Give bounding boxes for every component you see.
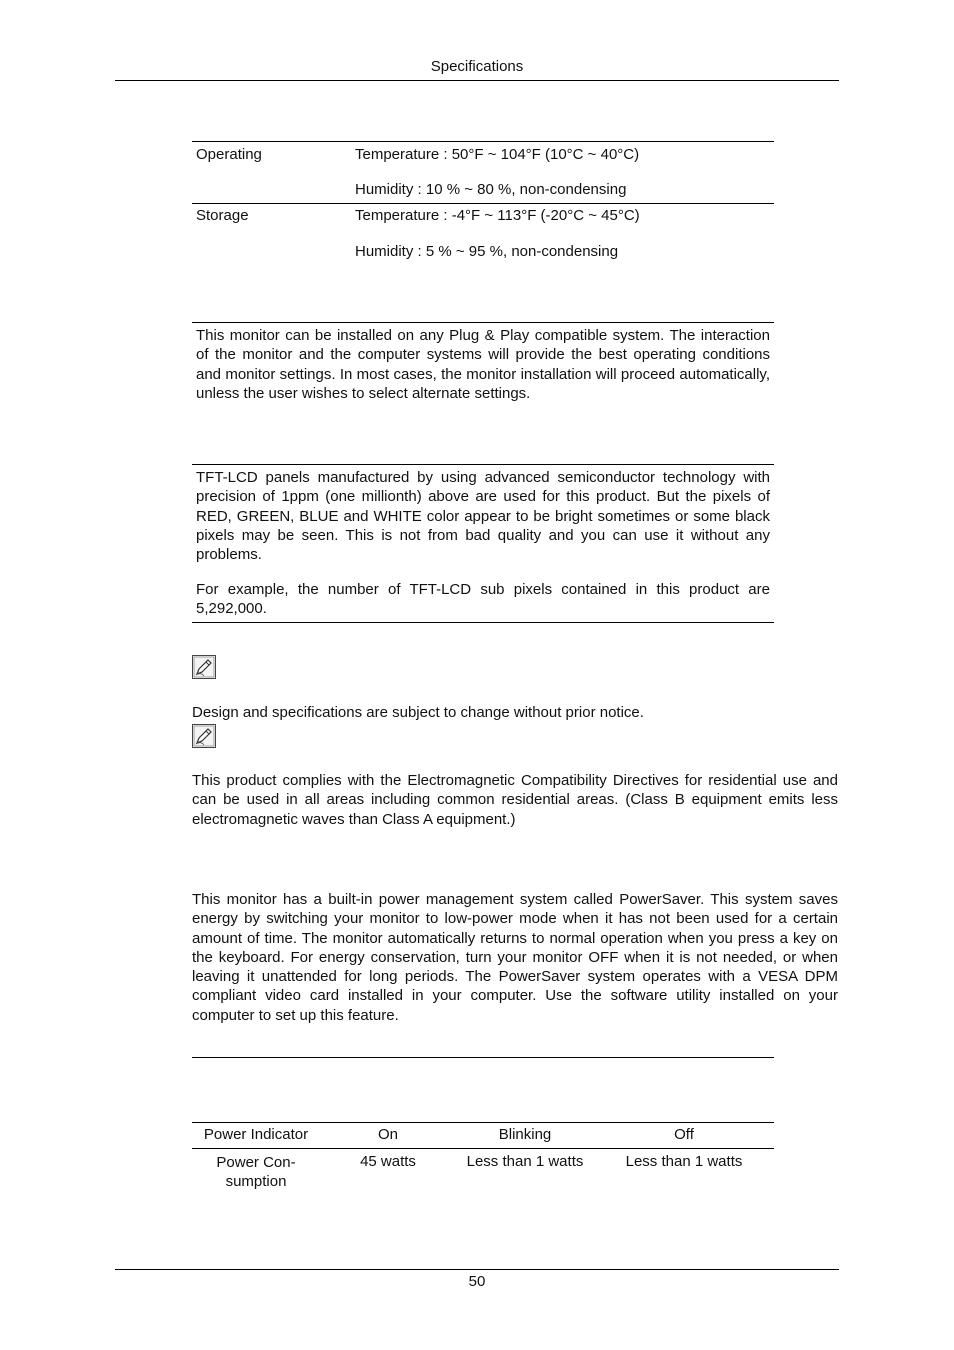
note-emc-compliance: This product complies with the Electromagnetic Compatibility Directives for residential use and can be used in all areas including common residential areas. (Class B equipment emits less electromagnetic waves than Class A equipment.) — [192, 772, 838, 828]
note-icon — [192, 724, 216, 752]
header-rule — [115, 80, 839, 81]
env-table-top-rule — [192, 141, 774, 142]
powersaver-text: This monitor has a built-in power management system called PowerSaver. This system saves energy by switching your monitor to low-power mode when it has not been used for a certain amount of time. The monitor automatically returns to normal operation when you press a key on the keyboard. For energy conservation, turn your monitor OFF when it is not needed, or when leaving it unattended for long periods. The PowerSaver system operates with a VESA DPM compliant video card installed in your computer. Use the software utility installed on your computer to set up this feature. — [192, 891, 838, 1024]
env-row-storage-label: Storage — [196, 207, 249, 224]
power-table-cell-blinking: Less than 1 watts — [466, 1153, 584, 1170]
power-table-header-rule — [192, 1148, 774, 1149]
pixel-quality-text: TFT-LCD panels manufactured by using advanced semiconductor technology with precision of 1ppm (one millionth) above are used for this product. But the pixels of RED, GREEN, BLUE and WHITE color appear to be bright sometimes or some black pixels may be seen. This is not from bad quality and you can use it without any problems. — [196, 469, 770, 564]
plug-and-play-text: This monitor can be installed on any Plug & Play compatible system. The interaction of the monitor and the computer systems will provide the best operating conditions and monitor settings. In most cases, the monitor installation will proceed automatically, unless the user wishes to select alternate settings. — [196, 327, 770, 402]
power-table-cell-off: Less than 1 watts — [625, 1153, 743, 1170]
env-row-storage-humidity: Humidity : 5 % ~ 95 %, non-condensing — [355, 243, 619, 260]
footer-rule — [115, 1269, 839, 1270]
power-table-header-off: Off — [674, 1126, 694, 1143]
subpixel-count-text: For example, the number of TFT-LCD sub pixels contained in this product are 5,292,000. — [196, 581, 770, 618]
page-header-title: Specifications — [430, 58, 524, 75]
page-number: 50 — [468, 1273, 486, 1290]
powersaver-rule — [192, 1057, 774, 1058]
power-table-cell-consumption-label: Power Con- sumption — [216, 1154, 296, 1190]
pixel-section-top-rule — [192, 464, 774, 465]
env-row-operating-label: Operating — [196, 146, 262, 163]
env-row-operating-temperature: Temperature : 50°F ~ 104°F (10°C ~ 40°C) — [355, 146, 640, 163]
power-table-header-indicator: Power Indicator — [203, 1126, 309, 1143]
pixel-section-bottom-rule — [192, 622, 774, 623]
env-row-storage-temperature: Temperature : -4°F ~ 113°F (-20°C ~ 45°C) — [355, 207, 640, 224]
power-table-top-rule — [192, 1122, 774, 1123]
note-design-change: Design and specifications are subject to change without prior notice. — [192, 704, 644, 721]
power-table-cell-on: 45 watts — [360, 1153, 416, 1170]
power-table-header-blinking: Blinking — [498, 1126, 552, 1143]
pnp-top-rule — [192, 322, 774, 323]
power-table-header-on: On — [377, 1126, 398, 1143]
note-icon — [192, 655, 216, 683]
env-row-operating-humidity: Humidity : 10 % ~ 80 %, non-condensing — [355, 181, 627, 198]
env-table-row-rule — [192, 203, 774, 204]
